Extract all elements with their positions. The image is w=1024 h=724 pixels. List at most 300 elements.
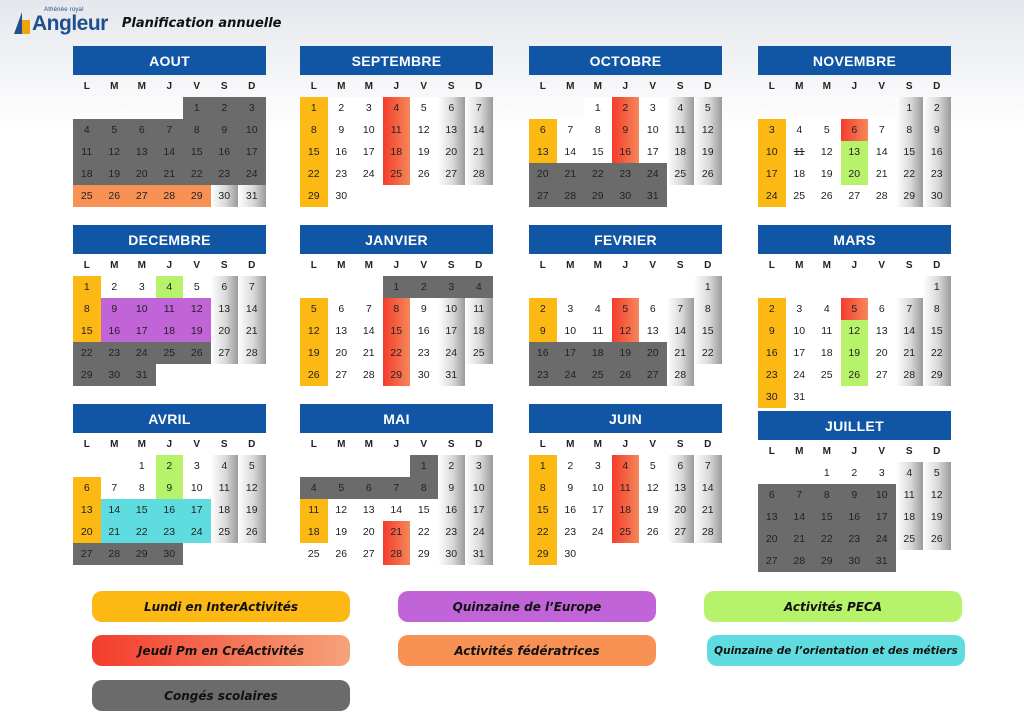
day-cell: 14 <box>868 141 896 163</box>
weekday-label: M <box>795 445 804 457</box>
day-cell: 8 <box>73 298 101 320</box>
weekday-label: S <box>220 80 228 92</box>
day-cell: 21 <box>465 141 493 163</box>
day-cell: 16 <box>410 320 438 342</box>
day-cell: 30 <box>841 550 869 572</box>
day-cell: 7 <box>667 298 695 320</box>
day-cell: 7 <box>383 477 411 499</box>
weekday-header <box>758 75 951 97</box>
day-cell: 17 <box>355 141 383 163</box>
day-cell: 9 <box>328 119 356 141</box>
legend-federatrices: Activités fédératrices <box>398 635 656 666</box>
day-cell: 25 <box>211 521 239 543</box>
day-cell: 27 <box>529 185 557 207</box>
weekday-label: J <box>393 80 400 92</box>
day-cell: 24 <box>868 528 896 550</box>
day-cell: 21 <box>355 342 383 364</box>
day-cell: 13 <box>868 320 896 342</box>
day-cell: 31 <box>465 543 493 565</box>
day-cell: 17 <box>128 320 156 342</box>
day-cell: 14 <box>383 499 411 521</box>
day-cell: 8 <box>183 119 211 141</box>
day-cell: 28 <box>667 364 695 386</box>
day-cell: 17 <box>238 141 266 163</box>
month-title: DECEMBRE <box>73 225 266 254</box>
day-cell: 18 <box>584 342 612 364</box>
day-cell: 30 <box>923 185 951 207</box>
day-cell: 29 <box>896 185 924 207</box>
weekday-label: S <box>447 259 455 271</box>
day-cell: 26 <box>813 185 841 207</box>
day-cell: 13 <box>73 499 101 521</box>
weekday-label: D <box>475 438 483 450</box>
day-cell: 26 <box>300 364 328 386</box>
day-cell: 26 <box>183 342 211 364</box>
day-cell: 2 <box>923 97 951 119</box>
day-cell: 20 <box>841 163 869 185</box>
day-cell: 29 <box>383 364 411 386</box>
day-cell: 24 <box>183 521 211 543</box>
day-cell: 13 <box>529 141 557 163</box>
day-cell: 8 <box>383 298 411 320</box>
day-cell: 24 <box>465 521 493 543</box>
weekday-label: M <box>795 259 804 271</box>
day-cell: 4 <box>786 119 814 141</box>
day-cell: 6 <box>667 455 695 477</box>
weekday-label: M <box>364 259 373 271</box>
day-cell: 15 <box>584 141 612 163</box>
day-cell: 29 <box>813 550 841 572</box>
weekday-label: V <box>878 445 886 457</box>
weekday-header <box>758 254 951 276</box>
month-title: SEPTEMBRE <box>300 46 493 75</box>
day-cell: 11 <box>896 484 924 506</box>
weekday-label: M <box>137 80 146 92</box>
day-cell: 17 <box>183 499 211 521</box>
day-cell: 22 <box>529 521 557 543</box>
day-cell: 20 <box>529 163 557 185</box>
day-cell: 11 <box>211 477 239 499</box>
weekday-label: V <box>420 259 428 271</box>
day-cell: 9 <box>156 477 184 499</box>
day-cell: 8 <box>410 477 438 499</box>
day-cell: 20 <box>128 163 156 185</box>
day-cell: 4 <box>73 119 101 141</box>
day-cell: 17 <box>465 499 493 521</box>
day-cell: 10 <box>584 477 612 499</box>
day-cell: 15 <box>410 499 438 521</box>
day-cell: 15 <box>128 499 156 521</box>
day-cell: 28 <box>355 364 383 386</box>
month-novembre <box>758 46 951 207</box>
weekday-label: V <box>649 438 657 450</box>
day-cell: 18 <box>667 141 695 163</box>
day-cell: 8 <box>128 477 156 499</box>
page-title: Planification annuelle <box>121 16 282 31</box>
day-cell: 4 <box>896 462 924 484</box>
day-cell: 18 <box>465 320 493 342</box>
day-cell: 28 <box>383 543 411 565</box>
day-grid <box>529 455 722 565</box>
month-title: FEVRIER <box>529 225 722 254</box>
day-cell: 15 <box>694 320 722 342</box>
weekday-label: M <box>110 259 119 271</box>
day-cell: 28 <box>156 185 184 207</box>
day-cell: 30 <box>758 386 786 408</box>
day-cell: 16 <box>557 499 585 521</box>
weekday-header <box>300 75 493 97</box>
day-cell: 14 <box>156 141 184 163</box>
day-cell: 16 <box>211 141 239 163</box>
day-cell: 30 <box>156 543 184 565</box>
logo-name: Angleur <box>32 12 108 35</box>
day-cell: 7 <box>868 119 896 141</box>
weekday-header <box>529 254 722 276</box>
day-cell: 7 <box>238 276 266 298</box>
day-cell: 23 <box>156 521 184 543</box>
day-cell: 1 <box>584 97 612 119</box>
day-cell: 16 <box>758 342 786 364</box>
weekday-label: L <box>768 80 775 92</box>
day-cell: 6 <box>639 298 667 320</box>
day-cell: 14 <box>786 506 814 528</box>
day-cell: 24 <box>355 163 383 185</box>
day-cell: 1 <box>896 97 924 119</box>
day-cell: 11 <box>465 298 493 320</box>
weekday-label: V <box>193 438 201 450</box>
weekday-label: S <box>220 259 228 271</box>
day-cell: 31 <box>128 364 156 386</box>
weekday-label: M <box>110 438 119 450</box>
weekday-header <box>529 75 722 97</box>
legend-peca: Activités PECA <box>704 591 962 622</box>
day-cell: 3 <box>355 97 383 119</box>
day-cell: 23 <box>923 163 951 185</box>
day-cell: 18 <box>896 506 924 528</box>
weekday-label: J <box>851 445 858 457</box>
weekday-label: S <box>220 438 228 450</box>
day-cell: 8 <box>694 298 722 320</box>
weekday-label: M <box>822 445 831 457</box>
day-cell: 13 <box>758 506 786 528</box>
day-cell: 26 <box>410 163 438 185</box>
day-cell: 7 <box>355 298 383 320</box>
day-cell: 7 <box>694 455 722 477</box>
day-cell: 19 <box>694 141 722 163</box>
weekday-header <box>758 440 951 462</box>
month-aout <box>73 46 266 207</box>
day-grid <box>73 97 266 207</box>
day-cell: 26 <box>694 163 722 185</box>
month-title: JANVIER <box>300 225 493 254</box>
day-cell: 10 <box>868 484 896 506</box>
weekday-label: D <box>933 445 941 457</box>
day-cell: 30 <box>211 185 239 207</box>
day-cell: 26 <box>612 364 640 386</box>
day-cell: 15 <box>813 506 841 528</box>
day-cell: 24 <box>557 364 585 386</box>
day-cell: 27 <box>841 185 869 207</box>
day-cell: 2 <box>101 276 129 298</box>
weekday-label: S <box>676 438 684 450</box>
day-cell: 3 <box>128 276 156 298</box>
day-cell: 11 <box>786 141 814 163</box>
day-cell: 22 <box>183 163 211 185</box>
day-cell: 30 <box>101 364 129 386</box>
day-cell: 2 <box>557 455 585 477</box>
day-cell: 14 <box>238 298 266 320</box>
weekday-label: D <box>248 438 256 450</box>
logo-icon <box>14 12 30 34</box>
weekday-label: J <box>622 438 629 450</box>
day-cell: 9 <box>923 119 951 141</box>
day-cell: 10 <box>465 477 493 499</box>
weekday-label: D <box>248 80 256 92</box>
day-cell: 22 <box>584 163 612 185</box>
day-cell: 4 <box>300 477 328 499</box>
weekday-label: M <box>137 259 146 271</box>
day-cell: 11 <box>73 141 101 163</box>
day-cell: 17 <box>786 342 814 364</box>
day-cell: 29 <box>923 364 951 386</box>
day-cell: 9 <box>758 320 786 342</box>
day-cell: 18 <box>612 499 640 521</box>
weekday-label: V <box>649 259 657 271</box>
month-title: MAI <box>300 404 493 433</box>
day-cell: 5 <box>694 97 722 119</box>
day-cell: 25 <box>300 543 328 565</box>
month-title: NOVEMBRE <box>758 46 951 75</box>
weekday-label: V <box>878 80 886 92</box>
day-cell: 18 <box>73 163 101 185</box>
day-cell: 25 <box>813 364 841 386</box>
day-cell: 12 <box>410 119 438 141</box>
day-cell: 20 <box>328 342 356 364</box>
month-title: OCTOBRE <box>529 46 722 75</box>
day-cell: 3 <box>238 97 266 119</box>
day-cell: 27 <box>328 364 356 386</box>
day-cell: 25 <box>584 364 612 386</box>
day-cell: 17 <box>584 499 612 521</box>
weekday-label: M <box>566 438 575 450</box>
day-cell: 4 <box>465 276 493 298</box>
weekday-label: J <box>166 80 173 92</box>
day-cell: 2 <box>410 276 438 298</box>
day-cell: 5 <box>410 97 438 119</box>
day-cell: 17 <box>438 320 466 342</box>
day-cell: 19 <box>238 499 266 521</box>
day-cell: 9 <box>438 477 466 499</box>
day-cell: 26 <box>238 521 266 543</box>
day-cell: 29 <box>183 185 211 207</box>
weekday-label: L <box>310 80 317 92</box>
month-title: MARS <box>758 225 951 254</box>
day-cell: 19 <box>410 141 438 163</box>
day-cell: 16 <box>438 499 466 521</box>
weekday-label: L <box>310 259 317 271</box>
month-mai <box>300 404 493 565</box>
weekday-label: S <box>676 80 684 92</box>
day-cell: 14 <box>694 477 722 499</box>
day-cell: 12 <box>612 320 640 342</box>
month-juillet <box>758 411 951 572</box>
day-cell: 24 <box>758 185 786 207</box>
month-title: JUIN <box>529 404 722 433</box>
day-cell: 4 <box>156 276 184 298</box>
day-cell: 21 <box>868 163 896 185</box>
day-cell: 21 <box>557 163 585 185</box>
day-cell: 24 <box>639 163 667 185</box>
weekday-label: S <box>447 438 455 450</box>
weekday-label: J <box>393 259 400 271</box>
day-cell: 3 <box>557 298 585 320</box>
weekday-label: M <box>364 80 373 92</box>
day-cell: 4 <box>211 455 239 477</box>
day-cell: 15 <box>383 320 411 342</box>
day-cell: 9 <box>211 119 239 141</box>
weekday-label: L <box>310 438 317 450</box>
day-cell: 14 <box>355 320 383 342</box>
day-cell: 19 <box>923 506 951 528</box>
day-cell: 18 <box>786 163 814 185</box>
day-grid <box>758 462 951 572</box>
month-juin <box>529 404 722 565</box>
day-cell: 10 <box>355 119 383 141</box>
day-grid <box>300 97 493 207</box>
day-cell: 11 <box>156 298 184 320</box>
day-cell: 27 <box>868 364 896 386</box>
day-cell: 20 <box>355 521 383 543</box>
day-cell: 7 <box>101 477 129 499</box>
day-cell: 21 <box>156 163 184 185</box>
weekday-label: M <box>566 259 575 271</box>
weekday-label: M <box>364 438 373 450</box>
day-cell: 3 <box>465 455 493 477</box>
day-cell: 25 <box>612 521 640 543</box>
day-cell: 22 <box>410 521 438 543</box>
day-cell: 13 <box>639 320 667 342</box>
weekday-label: L <box>83 80 90 92</box>
weekday-label: L <box>768 445 775 457</box>
day-grid <box>758 276 951 408</box>
day-cell: 9 <box>557 477 585 499</box>
day-cell: 17 <box>639 141 667 163</box>
weekday-header <box>73 254 266 276</box>
day-cell: 22 <box>694 342 722 364</box>
day-cell: 11 <box>612 477 640 499</box>
day-cell: 10 <box>758 141 786 163</box>
day-cell: 1 <box>694 276 722 298</box>
weekday-label: S <box>905 80 913 92</box>
month-avril <box>73 404 266 565</box>
day-cell: 14 <box>557 141 585 163</box>
logo-small-text: Athénée royal <box>44 7 84 13</box>
day-cell: 23 <box>211 163 239 185</box>
day-cell: 20 <box>639 342 667 364</box>
day-cell: 8 <box>813 484 841 506</box>
weekday-label: M <box>337 80 346 92</box>
day-cell: 13 <box>355 499 383 521</box>
month-janvier <box>300 225 493 386</box>
day-cell: 28 <box>465 163 493 185</box>
day-cell: 6 <box>328 298 356 320</box>
weekday-label: V <box>420 438 428 450</box>
legend-conges: Congés scolaires <box>92 680 350 711</box>
day-cell: 28 <box>896 364 924 386</box>
day-cell: 12 <box>101 141 129 163</box>
weekday-label: J <box>166 438 173 450</box>
day-cell: 19 <box>328 521 356 543</box>
day-cell: 1 <box>183 97 211 119</box>
day-cell: 16 <box>529 342 557 364</box>
day-cell: 21 <box>238 320 266 342</box>
day-cell: 17 <box>557 342 585 364</box>
day-cell: 9 <box>101 298 129 320</box>
day-cell: 13 <box>128 141 156 163</box>
day-cell: 23 <box>557 521 585 543</box>
weekday-label: M <box>337 438 346 450</box>
day-grid <box>73 455 266 565</box>
day-cell: 28 <box>868 185 896 207</box>
day-cell: 17 <box>868 506 896 528</box>
day-cell: 19 <box>183 320 211 342</box>
day-cell: 11 <box>667 119 695 141</box>
month-title: AVRIL <box>73 404 266 433</box>
day-cell: 26 <box>328 543 356 565</box>
legend-orientation: Quinzaine de l’orientation et des métiers <box>707 635 965 666</box>
day-cell: 10 <box>438 298 466 320</box>
day-cell: 10 <box>557 320 585 342</box>
weekday-label: L <box>83 259 90 271</box>
weekday-label: L <box>539 438 546 450</box>
day-grid <box>300 455 493 565</box>
weekday-label: V <box>420 80 428 92</box>
day-cell: 6 <box>355 477 383 499</box>
day-cell: 3 <box>868 462 896 484</box>
day-cell: 14 <box>667 320 695 342</box>
day-grid <box>758 97 951 207</box>
weekday-label: S <box>905 445 913 457</box>
day-cell: 29 <box>584 185 612 207</box>
weekday-label: L <box>539 80 546 92</box>
day-cell: 3 <box>639 97 667 119</box>
day-cell: 19 <box>101 163 129 185</box>
weekday-label: J <box>622 259 629 271</box>
day-cell: 15 <box>183 141 211 163</box>
day-cell: 6 <box>841 119 869 141</box>
day-cell: 21 <box>896 342 924 364</box>
day-cell: 20 <box>758 528 786 550</box>
school-logo <box>14 4 108 34</box>
day-cell: 25 <box>465 342 493 364</box>
day-cell: 30 <box>410 364 438 386</box>
day-cell: 12 <box>923 484 951 506</box>
day-cell: 4 <box>667 97 695 119</box>
day-cell: 12 <box>328 499 356 521</box>
day-cell: 1 <box>73 276 101 298</box>
day-cell: 24 <box>786 364 814 386</box>
page-header <box>14 4 282 34</box>
day-cell: 31 <box>238 185 266 207</box>
day-cell: 23 <box>101 342 129 364</box>
weekday-label: V <box>193 80 201 92</box>
weekday-label: L <box>539 259 546 271</box>
day-cell: 24 <box>584 521 612 543</box>
day-cell: 29 <box>529 543 557 565</box>
day-cell: 5 <box>923 462 951 484</box>
day-cell: 23 <box>758 364 786 386</box>
legend-europe: Quinzaine de l’Europe <box>398 591 656 622</box>
